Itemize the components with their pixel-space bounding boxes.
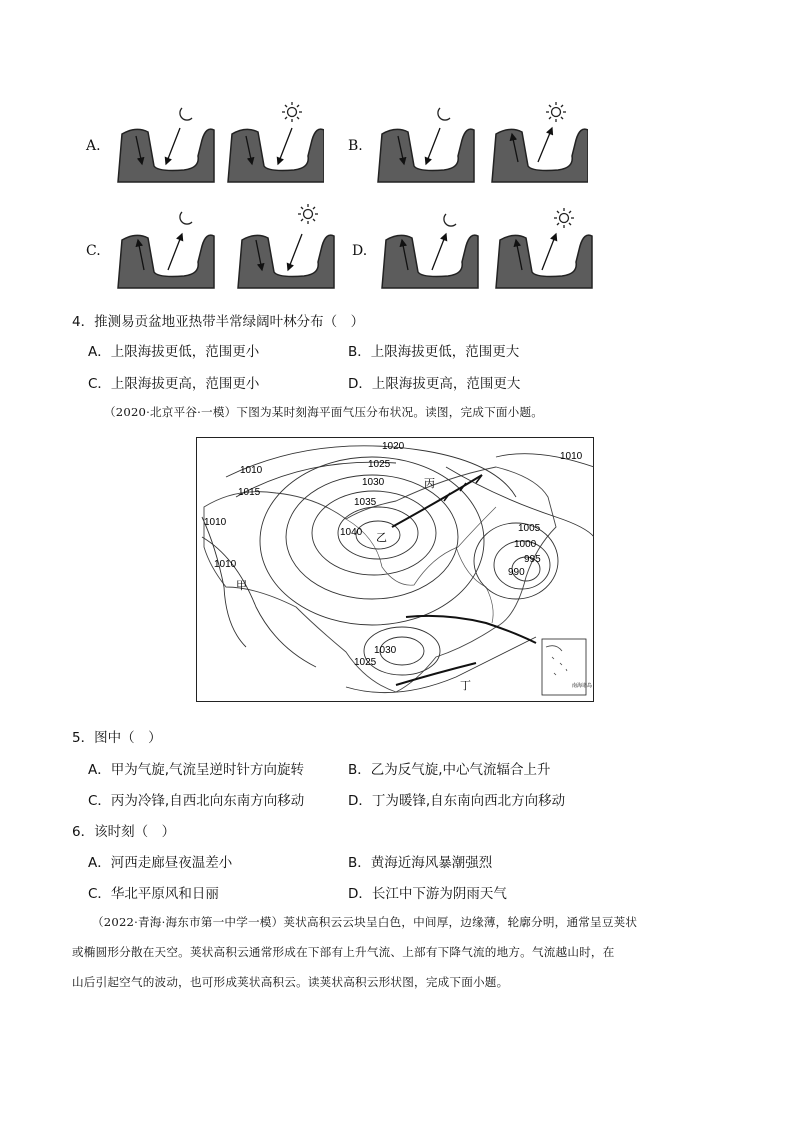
option-c-diagram	[114, 204, 338, 292]
q5-option-b[interactable]: B．乙为反气旋,中心气流辐合上升	[348, 762, 551, 778]
isobar-label: 1035	[354, 497, 377, 508]
isobar-label: 1005	[518, 523, 541, 534]
q4-option-b[interactable]: B．上限海拔更低，范围更大	[348, 344, 520, 360]
q4-stem: 4．推测易贡盆地亚热带半常绿阔叶林分布（ ）	[72, 314, 365, 330]
isobar-label: 1010	[204, 517, 227, 528]
isobar-label: 1030	[362, 477, 385, 488]
intro-2022-line3: 山后引起空气的波动，也可形成荚状高积云。读荚状高积云形状图，完成下面小题。	[72, 975, 509, 989]
map-label-yi: 乙	[376, 532, 387, 544]
q4-option-c[interactable]: C．上限海拔更高，范围更小	[88, 376, 260, 392]
isobar-label: 995	[524, 554, 541, 565]
q5-option-a[interactable]: A．甲为气旋,气流呈逆时针方向旋转	[88, 762, 305, 778]
isobar-map	[196, 437, 594, 702]
option-d-diagram	[378, 204, 594, 292]
map-label-jia: 甲	[236, 580, 247, 592]
option-c-label: C.	[86, 243, 101, 259]
option-a-diagram	[114, 100, 324, 186]
isobar-label: 1010	[214, 559, 237, 570]
q6-option-d[interactable]: D．长江中下游为阴雨天气	[348, 886, 507, 902]
isobar-label: 1030	[374, 645, 397, 656]
intro-2022-line2: 或椭圆形分散在天空。荚状高积云通常形成在下部有上升气流、上部有下降气流的地方。气流越山时，在	[72, 945, 615, 959]
map-label-bing: 丙	[424, 478, 435, 490]
q6-option-a[interactable]: A．河西走廊昼夜温差小	[88, 855, 233, 871]
q6-option-b[interactable]: B．黄海近海风暴潮强烈	[348, 855, 493, 871]
option-b-diagram	[374, 100, 588, 186]
option-d-label: D.	[352, 243, 368, 259]
isobar-label: 1010	[560, 451, 583, 462]
q4-option-d[interactable]: D．上限海拔更高，范围更大	[348, 376, 521, 392]
isobar-label: 990	[508, 567, 525, 578]
q5-option-c[interactable]: C．丙为冷锋,自西北向东南方向移动	[88, 793, 305, 809]
isobar-label: 1000	[514, 539, 537, 550]
isobar-label: 1025	[354, 657, 377, 668]
intro-2022-line1: （2022·青海·海东市第一中学一模）荚状高积云云块呈白色，中间厚，边缘薄，轮廓分明，通常呈豆荚状	[92, 915, 638, 929]
intro-2020: （2020·北京平谷·一模）下图为某时刻海平面气压分布状况。读图，完成下面小题。	[104, 405, 544, 419]
isobar-label: 1015	[238, 487, 261, 498]
q5-option-d[interactable]: D．丁为暖锋,自东南向西北方向移动	[348, 793, 566, 809]
isobar-label: 1010	[240, 465, 263, 476]
q6-option-c[interactable]: C．华北平原风和日丽	[88, 886, 219, 902]
isobar-label: 1020	[382, 441, 405, 452]
q5-stem: 5．图中（ ）	[72, 730, 162, 746]
isobar-label: 1025	[368, 459, 391, 470]
map-label-ding: 丁	[460, 680, 471, 692]
option-b-label: B.	[348, 138, 363, 154]
q6-stem: 6．该时刻（ ）	[72, 824, 176, 840]
isobar-label: 1040	[340, 527, 363, 538]
q4-option-a[interactable]: A．上限海拔更低，范围更小	[88, 344, 260, 360]
option-a-label: A.	[86, 138, 101, 154]
map-inset-label: 南海诸岛	[572, 683, 593, 689]
